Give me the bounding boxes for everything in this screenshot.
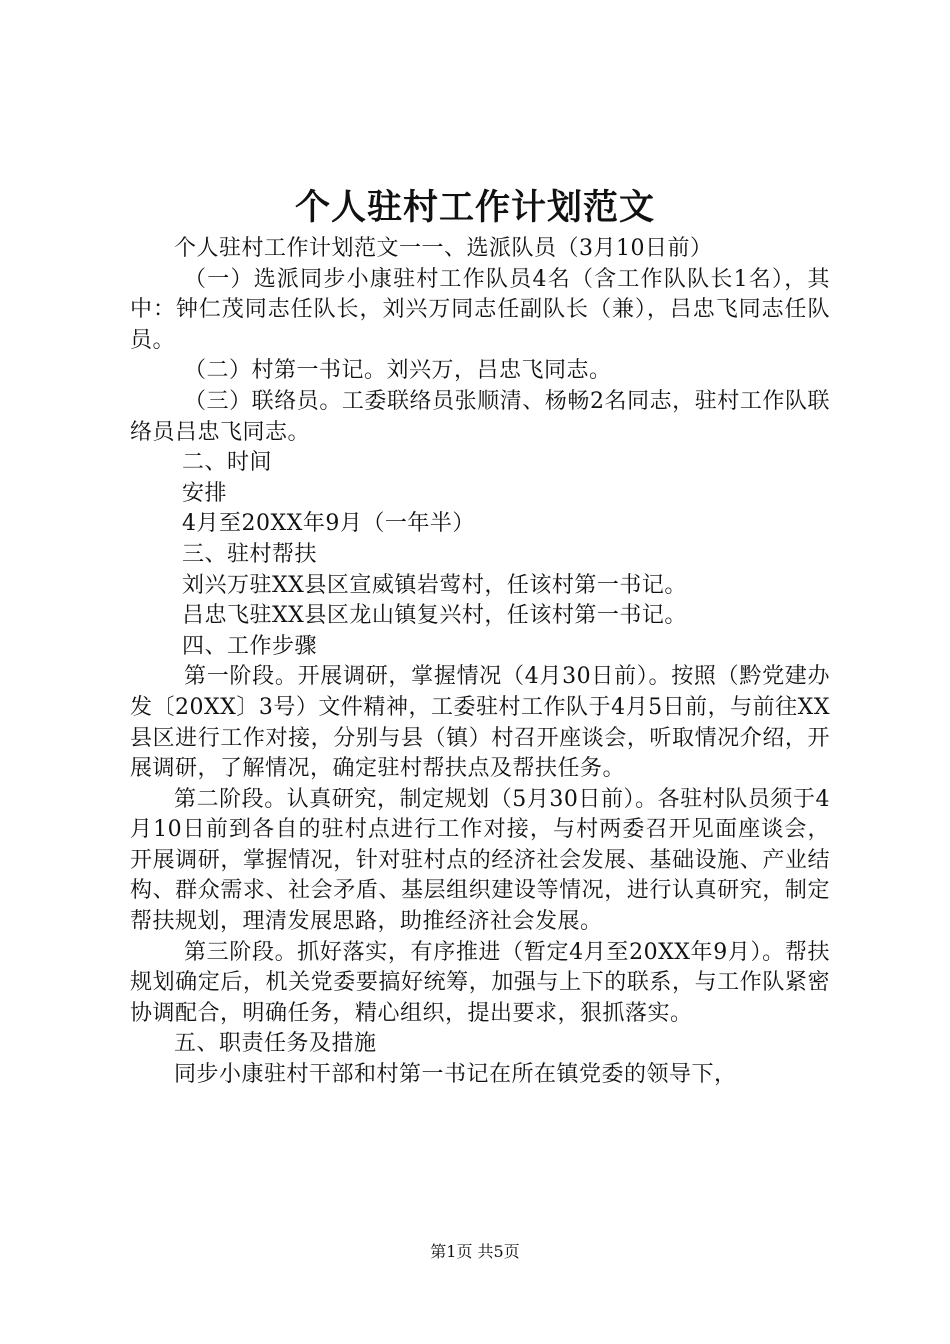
paragraph-assist-1: 刘兴万驻XX县区宣威镇岩莺村，任该村第一书记。 <box>182 572 687 598</box>
paragraph-1-3: （三）联络员。工委联络员张顺清、杨畅2名同志，驻村工作队联络员吕忠飞同志。 <box>130 388 830 445</box>
document-body <box>130 234 830 1091</box>
heading-assist: 三、驻村帮扶 <box>182 541 318 567</box>
paragraph-stage-1: 第一阶段。开展调研，掌握情况（4月30日前）。按照（黔党建办发〔20XX〕3号）文件精神，工委驻村工作队于4月5日前，与前往XX县区进行工作对接，分别与县（镇）村召开座谈会，听取情况介绍，开展调研，了解情况，确定驻村帮扶点及帮扶任务。 <box>130 664 830 782</box>
paragraph-intro: 个人驻村工作计划范文一一、选派队员（3月10日前） <box>174 236 713 261</box>
paragraph-duties: 同步小康驻村干部和村第一书记在所在镇党委的领导下， <box>174 1062 737 1088</box>
paragraph-1-2: （二）村第一书记。刘兴万，吕忠飞同志。 <box>184 358 612 384</box>
paragraph-1-1: （一）选派同步小康驻村工作队员4名（含工作队队长1名），其中：钟仁茂同志任队长，刘兴万同志任副队长（兼），吕忠飞同志任队员。 <box>130 266 830 353</box>
page-footer: 第1页 共5页 <box>430 1242 520 1261</box>
document-title: 个人驻村工作计划范文 <box>294 187 655 228</box>
paragraph-period: 4月至20XX年9月（一年半） <box>182 511 475 537</box>
heading-time: 二、时间 <box>182 450 273 476</box>
paragraph-stage-2: 第二阶段。认真研究，制定规划（5月30日前）。各驻村队员须于4月10日前到各自的驻村点进行工作对接，与村两委召开见面座谈会，开展调研，掌握情况，针对驻村点的经济社会发展、基础设施、产业结构、群众需求、社会矛盾、基层组织建设等情况，进行认真研究，制定帮扶规划，理清发展思路，助推经济社会发展。 <box>130 786 830 935</box>
paragraph-arrange: 安排 <box>182 480 228 506</box>
paragraph-assist-2: 吕忠飞驻XX县区龙山镇复兴村，任该村第一书记。 <box>182 603 687 629</box>
paragraph-stage-3: 第三阶段。抓好落实，有序推进（暂定4月至20XX年9月）。帮扶规划确定后，机关党委要搞好统筹，加强与上下的联系，与工作队紧密协调配合，明确任务，精心组织，提出要求，狠抓落实。 <box>130 939 830 1026</box>
heading-steps: 四、工作步骤 <box>182 633 318 659</box>
heading-duties: 五、职责任务及措施 <box>174 1031 377 1057</box>
